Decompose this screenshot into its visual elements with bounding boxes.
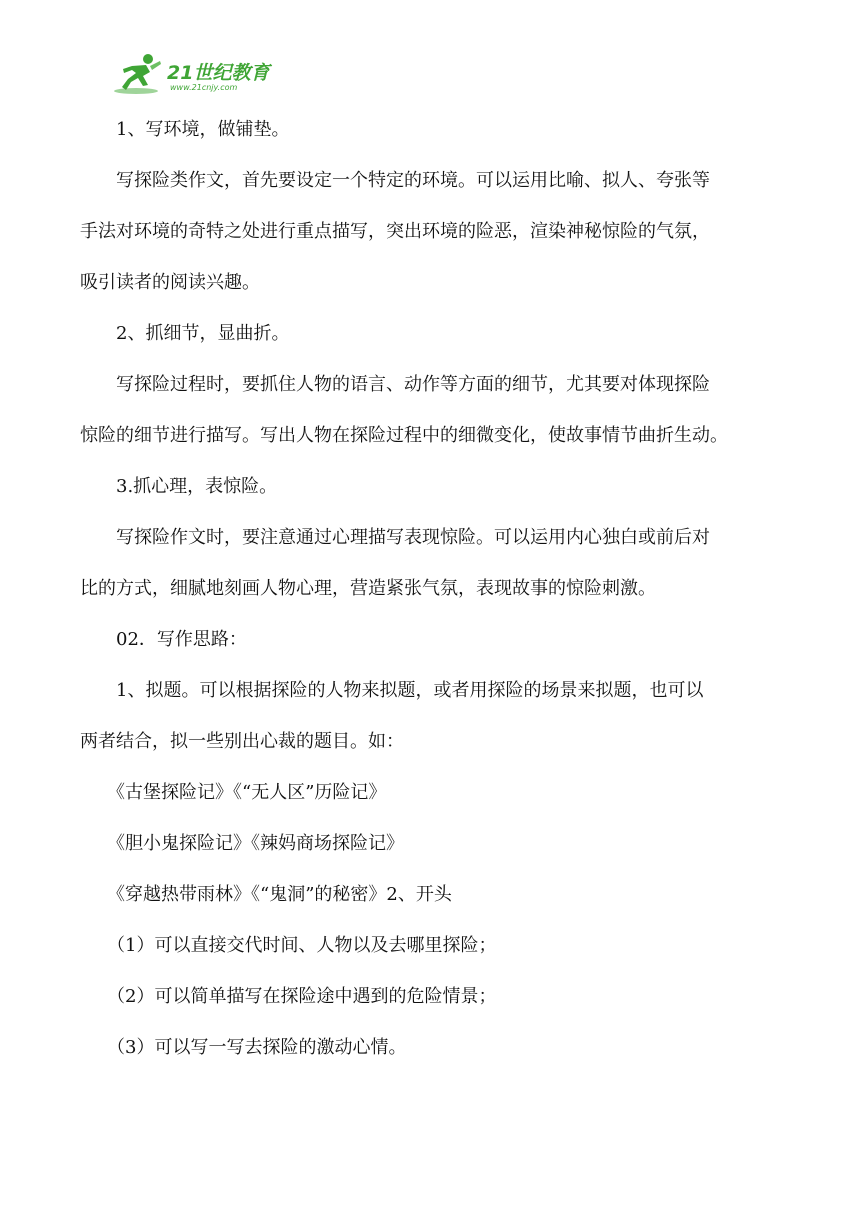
paragraph-line: （1）可以直接交代时间、人物以及去哪里探险；: [80, 935, 497, 956]
paragraph-line: 两者结合，拟一些别出心裁的题目。如：: [80, 731, 404, 752]
paragraph-line: 1、写环境，做铺垫。: [80, 119, 290, 140]
paragraph-line: 2、抓细节，显曲折。: [80, 323, 290, 344]
paragraph-line: 写探险作文时，要注意通过心理描写表现惊险。可以运用内心独白或前后对: [80, 527, 710, 548]
paragraph-line: 1、拟题。可以根据探险的人物来拟题，或者用探险的场景来拟题，也可以: [80, 680, 704, 701]
paragraph-line: 写探险过程时，要抓住人物的语言、动作等方面的细节，尤其要对体现探险: [80, 374, 710, 395]
paragraph-line: 《穿越热带雨林》《“鬼洞”的秘密》2、开头: [80, 884, 452, 905]
paragraph-line: 02．写作思路：: [80, 629, 247, 650]
running-figure-icon: [114, 52, 166, 96]
logo-text: 21世纪教育: [167, 62, 270, 84]
paragraph-line: 3.抓心理，表惊险。: [80, 476, 278, 497]
paragraph-line: （3）可以写一写去探险的激动心情。: [80, 1037, 407, 1058]
paragraph-line: 《胆小鬼探险记》《辣妈商场探险记》: [80, 833, 404, 854]
paragraph-line: 吸引读者的阅读兴趣。: [80, 272, 260, 293]
paragraph-line: （2）可以简单描写在探险途中遇到的危险情景；: [80, 986, 497, 1007]
paragraph-line: 《古堡探险记》《“无人区”历险记》: [80, 782, 387, 803]
site-logo: [114, 52, 284, 96]
paragraph-line: 写探险类作文，首先要设定一个特定的环境。可以运用比喻、拟人、夸张等: [80, 170, 710, 191]
paragraph-line: 比的方式，细腻地刻画人物心理，营造紧张气氛，表现故事的惊险刺激。: [80, 578, 656, 599]
logo-url: www.21cnjy.com: [170, 83, 238, 92]
paragraph-line: 惊险的细节进行描写。写出人物在探险过程中的细微变化，使故事情节曲折生动。: [80, 425, 728, 446]
paragraph-line: 手法对环境的奇特之处进行重点描写，突出环境的险恶，渲染神秘惊险的气氛，: [80, 221, 710, 242]
